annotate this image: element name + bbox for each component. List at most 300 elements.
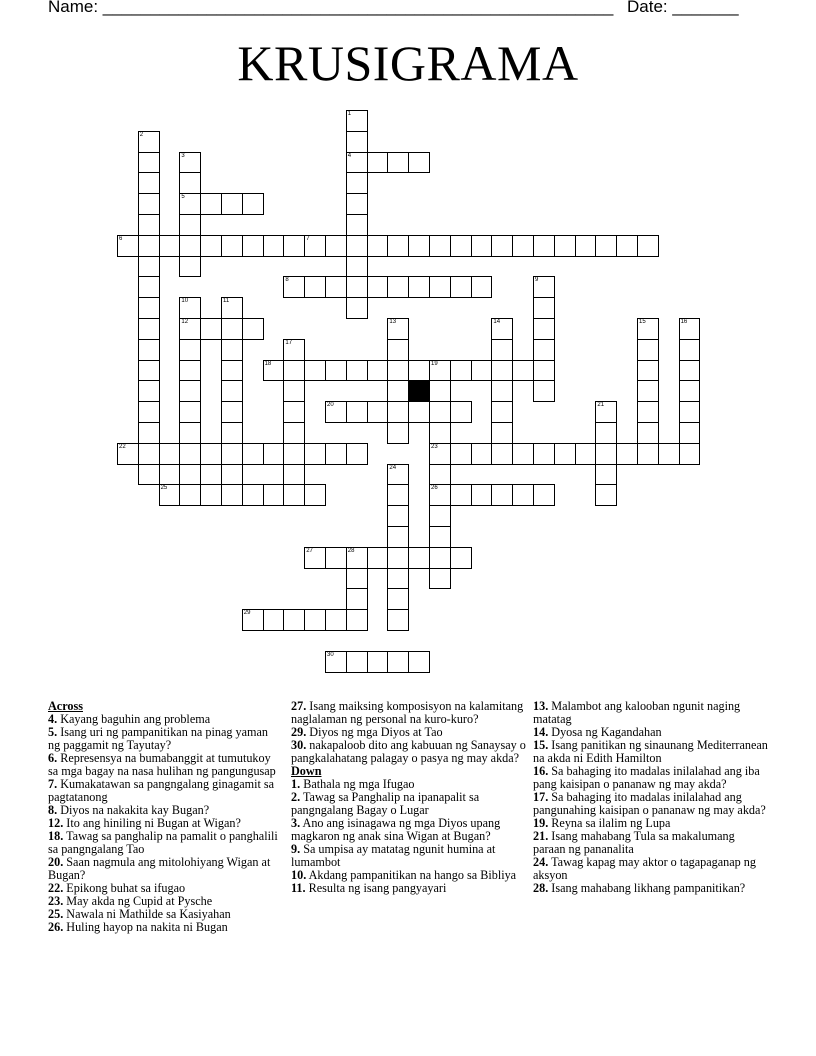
grid-cell[interactable] (429, 380, 451, 402)
grid-cell[interactable] (179, 484, 201, 506)
grid-cell[interactable] (387, 401, 409, 423)
clue-number: 9. (291, 842, 301, 856)
cell-number: 24 (389, 464, 397, 471)
grid-cell[interactable] (221, 235, 243, 257)
clue-number: 23. (48, 894, 64, 908)
grid-cell[interactable] (179, 464, 201, 486)
grid-cell[interactable] (221, 339, 243, 361)
grid-cell[interactable] (283, 443, 305, 465)
grid-cell[interactable] (387, 339, 409, 361)
down-clue (533, 700, 768, 726)
grid-cell[interactable] (471, 360, 493, 382)
grid-cell[interactable] (679, 380, 701, 402)
grid-cell[interactable] (138, 380, 160, 402)
grid-cell[interactable] (179, 172, 201, 194)
grid-cell[interactable] (325, 360, 347, 382)
grid-cell[interactable] (325, 547, 347, 569)
grid-cell[interactable] (325, 235, 347, 257)
clue-number: 20. (48, 855, 64, 869)
grid-cell[interactable] (387, 360, 409, 382)
across-clue (291, 700, 526, 726)
grid-cell[interactable] (138, 339, 160, 361)
grid-cell[interactable] (367, 401, 389, 423)
cell-number: 26 (431, 485, 438, 492)
grid-cell[interactable] (138, 214, 160, 236)
grid-cell[interactable] (533, 360, 555, 382)
clue-text: Kayang baguhin ang problema (60, 712, 211, 726)
clue-number: 5. (48, 725, 58, 739)
grid-cell[interactable] (491, 401, 513, 423)
clue-text: Saan nagmula ang mitolohiyang Wigan at Bugan? (48, 855, 271, 882)
grid-cell[interactable] (637, 443, 659, 465)
clue-text: Isang uri ng pampanitikan na pinag yaman ng paggamit ng Tayutay? (48, 725, 268, 752)
grid-cell[interactable] (491, 235, 513, 257)
grid-cell[interactable] (346, 193, 368, 215)
grid-cell[interactable] (387, 526, 409, 548)
grid-cell[interactable] (138, 172, 160, 194)
grid-cell[interactable] (408, 235, 430, 257)
grid-cell[interactable] (554, 443, 576, 465)
cell-number: 20 (327, 402, 334, 409)
grid-cell[interactable] (429, 464, 451, 486)
grid-cell[interactable] (159, 443, 181, 465)
grid-cell[interactable] (283, 464, 305, 486)
across-clue (48, 726, 283, 752)
grid-cell[interactable] (346, 443, 368, 465)
grid-cell[interactable] (263, 609, 285, 631)
grid-cell[interactable] (221, 318, 243, 340)
grid-cell[interactable] (616, 235, 638, 257)
down-clue (533, 791, 768, 817)
grid-cell[interactable] (595, 484, 617, 506)
grid-cell[interactable] (304, 609, 326, 631)
clue-number: 17. (533, 790, 549, 804)
grid-cell[interactable] (263, 484, 285, 506)
grid-cell[interactable] (491, 339, 513, 361)
clue-text: Isang mahabang likhang pampanitikan? (551, 881, 746, 895)
grid-cell[interactable] (221, 360, 243, 382)
grid-cell[interactable] (679, 443, 701, 465)
clue-text: Akdang pampanitikan na hango sa Bibliya (308, 868, 517, 882)
grid-cell[interactable] (429, 547, 451, 569)
grid-cell[interactable] (346, 360, 368, 382)
grid-cell[interactable] (429, 235, 451, 257)
across-clue (48, 752, 283, 778)
grid-cell[interactable] (179, 443, 201, 465)
grid-cell[interactable] (200, 443, 222, 465)
cell-number: 6 (119, 235, 123, 242)
grid-cell[interactable] (346, 172, 368, 194)
grid-cell[interactable] (200, 318, 222, 340)
down-clue (533, 882, 768, 895)
grid-cell[interactable] (221, 380, 243, 402)
grid-cell[interactable] (283, 609, 305, 631)
clue-number: 14. (533, 725, 549, 739)
grid-cell[interactable] (429, 526, 451, 548)
grid-cell[interactable] (512, 235, 534, 257)
grid-cell[interactable] (179, 380, 201, 402)
across-clue (291, 739, 526, 765)
grid-cell[interactable] (387, 484, 409, 506)
clue-number: 26. (48, 920, 64, 934)
grid-cell[interactable] (325, 276, 347, 298)
clue-column-2 (291, 700, 526, 895)
clue-number: 19. (533, 816, 549, 830)
cell-number: 11 (223, 298, 230, 305)
clue-text: May akda ng Cupid at Pysche (66, 894, 213, 908)
clue-list (0, 700, 816, 960)
down-clue (291, 843, 526, 869)
clue-text: Huling hayop na nakita ni Bugan (66, 920, 228, 934)
grid-cell[interactable] (283, 360, 305, 382)
grid-cell[interactable] (179, 214, 201, 236)
clue-number: 7. (48, 777, 58, 791)
grid-cell[interactable] (221, 484, 243, 506)
grid-cell[interactable] (429, 422, 451, 444)
grid-cell[interactable] (637, 360, 659, 382)
clue-number: 3. (291, 816, 301, 830)
cell-number: 28 (347, 547, 355, 554)
down-heading: Down (291, 764, 322, 778)
clue-text: Dyosa ng Kagandahan (551, 725, 662, 739)
grid-cell[interactable] (200, 235, 222, 257)
cell-number: 10 (181, 298, 189, 305)
down-clue (291, 791, 526, 817)
grid-cell[interactable] (387, 380, 409, 402)
grid-cell[interactable] (304, 443, 326, 465)
grid-cell[interactable] (138, 464, 160, 486)
clue-text: Sa umpisa ay matatag ngunit humina at lumambot (291, 842, 496, 869)
clue-text: Epikong buhat sa ifugao (66, 881, 186, 895)
grid-cell[interactable] (304, 360, 326, 382)
down-clue (533, 856, 768, 882)
grid-cell[interactable] (138, 443, 160, 465)
grid-cell[interactable] (491, 443, 513, 465)
cell-number: 13 (389, 319, 397, 325)
grid-cell[interactable] (533, 318, 555, 340)
grid-cell[interactable] (283, 380, 305, 402)
cell-number: 30 (327, 651, 334, 658)
cell-number: 12 (181, 319, 189, 325)
cell-number: 18 (264, 360, 272, 367)
clue-number: 29. (291, 725, 307, 739)
clue-column-3 (533, 700, 768, 895)
grid-cell[interactable] (200, 193, 222, 215)
grid-cell[interactable] (450, 547, 472, 569)
grid-cell[interactable] (471, 276, 493, 298)
clue-number: 21. (533, 829, 549, 843)
grid-cell[interactable] (304, 276, 326, 298)
across-clue (48, 921, 283, 934)
date-field[interactable]: Date: _______ (627, 0, 739, 16)
cell-number: 25 (160, 485, 168, 492)
clue-number: 24. (533, 855, 549, 869)
grid-block (408, 380, 430, 402)
grid-cell[interactable] (242, 235, 264, 257)
grid-cell[interactable] (387, 588, 409, 610)
grid-cell[interactable] (450, 401, 472, 423)
grid-cell[interactable] (179, 422, 201, 444)
grid-cell[interactable] (595, 422, 617, 444)
grid-cell[interactable] (450, 360, 472, 382)
grid-cell[interactable] (346, 235, 368, 257)
across-clue (48, 856, 283, 882)
grid-cell[interactable] (367, 360, 389, 382)
clue-text: Ano ang isinagawa ng mga Diyos upang magkaron ng anak sina Wigan at Bugan? (291, 816, 501, 843)
grid-cell[interactable] (450, 235, 472, 257)
grid-cell[interactable] (138, 360, 160, 382)
grid-cell[interactable] (179, 339, 201, 361)
clue-text: nakapaloob dito ang kabuuan ng Sanaysay o pangkalahatang palagay o pasya ng may akda? (291, 738, 526, 765)
grid-cell[interactable] (637, 380, 659, 402)
grid-cell[interactable] (367, 152, 389, 174)
cell-number: 23 (431, 443, 438, 450)
grid-cell[interactable] (138, 297, 160, 319)
grid-cell[interactable] (595, 443, 617, 465)
grid-cell[interactable] (242, 443, 264, 465)
clue-text: Nawala ni Mathilde sa Kasiyahan (66, 907, 231, 921)
cell-number: 1 (347, 111, 352, 117)
across-heading: Across (48, 699, 83, 713)
grid-cell[interactable] (595, 235, 617, 257)
grid-cell[interactable] (450, 443, 472, 465)
grid-cell[interactable] (408, 360, 430, 382)
grid-cell[interactable] (242, 484, 264, 506)
grid-cell[interactable] (533, 484, 555, 506)
grid-cell[interactable] (283, 422, 305, 444)
grid-cell[interactable] (179, 256, 201, 278)
clue-number: 2. (291, 790, 301, 804)
grid-cell[interactable] (471, 484, 493, 506)
clue-text: Sa bahaging ito madalas inilalahad ang pangunahing kaisipan o pananaw ng may akda? (533, 790, 766, 817)
grid-cell[interactable] (138, 193, 160, 215)
grid-cell[interactable] (408, 276, 430, 298)
clue-text: Isang panitikan ng sinaunang Mediterranean na akda ni Edith Hamilton (533, 738, 768, 765)
clue-text: Diyos na nakakita kay Bugan? (60, 803, 210, 817)
grid-cell[interactable] (304, 484, 326, 506)
grid-cell[interactable] (159, 235, 181, 257)
grid-cell[interactable] (637, 235, 659, 257)
grid-cell[interactable] (242, 193, 264, 215)
grid-cell[interactable] (679, 360, 701, 382)
clue-text: Tawag kapag may aktor o tagapaganap ng aksyon (533, 855, 756, 882)
grid-cell[interactable] (387, 152, 409, 174)
cell-number: 7 (306, 235, 310, 242)
grid-cell[interactable] (387, 276, 409, 298)
clue-number: 16. (533, 764, 549, 778)
grid-cell[interactable] (450, 484, 472, 506)
grid-cell[interactable] (637, 401, 659, 423)
name-field[interactable]: Name: ______________________________________________________ (48, 0, 614, 16)
grid-cell[interactable] (491, 422, 513, 444)
clue-number: 12. (48, 816, 64, 830)
clue-column-1 (48, 700, 283, 934)
grid-cell[interactable] (450, 276, 472, 298)
grid-cell[interactable] (367, 547, 389, 569)
down-clue (533, 765, 768, 791)
grid-cell[interactable] (554, 235, 576, 257)
grid-cell[interactable] (637, 339, 659, 361)
cell-number: 4 (347, 152, 352, 159)
clue-text: Malambot ang kalooban ngunit naging matatag (533, 699, 741, 726)
cell-number: 15 (639, 319, 646, 325)
grid-cell[interactable] (387, 609, 409, 631)
grid-cell[interactable] (221, 464, 243, 486)
clue-text: Sa bahaging ito madalas inilalahad ang iba pang kaisipan o pananaw ng may akda? (533, 764, 760, 791)
grid-cell[interactable] (325, 443, 347, 465)
grid-cell[interactable] (533, 339, 555, 361)
clue-number: 4. (48, 712, 58, 726)
grid-cell[interactable] (491, 360, 513, 382)
clue-number: 22. (48, 881, 64, 895)
down-clue (533, 830, 768, 856)
clue-number: 10. (291, 868, 307, 882)
grid-cell[interactable] (263, 235, 285, 257)
clue-text: Tawag sa panghalip na pamalit o panghalili sa pangngalang Tao (48, 829, 278, 856)
cell-number: 9 (535, 277, 539, 284)
grid-cell[interactable] (491, 484, 513, 506)
down-clue (533, 739, 768, 765)
grid-cell[interactable] (346, 297, 368, 319)
grid-cell[interactable] (263, 443, 285, 465)
cell-number: 17 (285, 339, 293, 346)
grid-cell[interactable] (429, 276, 451, 298)
clue-number: 28. (533, 881, 549, 895)
clue-text: Diyos ng mga Diyos at Tao (309, 725, 443, 739)
grid-cell[interactable] (346, 131, 368, 153)
grid-cell[interactable] (408, 547, 430, 569)
grid-cell[interactable] (138, 235, 160, 257)
grid-cell[interactable] (387, 547, 409, 569)
grid-cell[interactable] (179, 401, 201, 423)
grid-cell[interactable] (283, 401, 305, 423)
grid-cell[interactable] (387, 568, 409, 590)
grid-cell[interactable] (471, 235, 493, 257)
grid-cell[interactable] (512, 484, 534, 506)
grid-cell[interactable] (221, 443, 243, 465)
grid-cell[interactable] (138, 401, 160, 423)
grid-cell[interactable] (367, 276, 389, 298)
clue-text: Kumakatawan sa pangngalang ginagamit sa pagtatanong (48, 777, 275, 804)
grid-cell[interactable] (533, 443, 555, 465)
grid-cell[interactable] (283, 235, 305, 257)
grid-cell[interactable] (429, 505, 451, 527)
grid-cell[interactable] (575, 235, 597, 257)
grid-cell[interactable] (533, 380, 555, 402)
grid-cell[interactable] (637, 422, 659, 444)
grid-cell[interactable] (346, 651, 368, 673)
grid-cell[interactable] (221, 401, 243, 423)
grid-cell[interactable] (679, 339, 701, 361)
grid-cell[interactable] (138, 276, 160, 298)
grid-cell[interactable] (491, 380, 513, 402)
grid-cell[interactable] (138, 256, 160, 278)
grid-cell[interactable] (346, 609, 368, 631)
grid-cell[interactable] (429, 401, 451, 423)
grid-cell[interactable] (346, 401, 368, 423)
clue-text: Resulta ng isang pangyayari (308, 881, 447, 895)
grid-cell[interactable] (179, 235, 201, 257)
clue-number: 1. (291, 777, 301, 791)
cell-number: 3 (181, 152, 185, 159)
grid-cell[interactable] (367, 235, 389, 257)
grid-cell[interactable] (533, 297, 555, 319)
across-clue (48, 778, 283, 804)
grid-cell[interactable] (242, 318, 264, 340)
grid-cell[interactable] (346, 568, 368, 590)
cell-number: 21 (597, 402, 605, 409)
clue-number: 8. (48, 803, 58, 817)
cell-number: 19 (431, 360, 438, 367)
cell-number: 16 (680, 319, 688, 325)
grid-cell[interactable] (679, 422, 701, 444)
cell-number: 2 (139, 131, 144, 138)
down-clue (291, 882, 526, 895)
cell-number: 22 (119, 443, 126, 450)
grid-cell[interactable] (512, 360, 534, 382)
grid-cell[interactable] (221, 193, 243, 215)
grid-cell[interactable] (387, 505, 409, 527)
cell-number: 29 (243, 610, 251, 617)
grid-cell[interactable] (387, 422, 409, 444)
grid-cell[interactable] (325, 609, 347, 631)
clue-text: Isang maiksing komposisyon na kalamitang naglalaman ng personal na kuro-kuro? (291, 699, 524, 726)
grid-cell[interactable] (138, 318, 160, 340)
grid-cell[interactable] (138, 422, 160, 444)
grid-cell[interactable] (408, 401, 430, 423)
clue-text: Represensya na bumabanggit at tumutukoy sa mga bagay na nasa hulihan ng pangungusap (48, 751, 276, 778)
clue-text: Isang mahabang Tula sa makalumang paraan ng pananalita (533, 829, 735, 856)
grid-cell[interactable] (346, 214, 368, 236)
grid-cell[interactable] (658, 443, 680, 465)
grid-cell[interactable] (346, 588, 368, 610)
grid-cell[interactable] (283, 484, 305, 506)
clue-text: Bathala ng mga Ifugao (303, 777, 415, 791)
clue-number: 13. (533, 699, 549, 713)
grid-cell[interactable] (408, 651, 430, 673)
grid-cell[interactable] (512, 443, 534, 465)
grid-cell[interactable] (679, 401, 701, 423)
grid-cell[interactable] (138, 152, 160, 174)
clue-number: 18. (48, 829, 64, 843)
clue-number: 11. (291, 881, 306, 895)
grid-cell[interactable] (221, 422, 243, 444)
clue-text: Tawag sa Panghalip na ipanapalit sa pangngalang Bagay o Lugar (291, 790, 480, 817)
cell-number: 27 (306, 547, 313, 554)
grid-cell[interactable] (429, 568, 451, 590)
grid-cell[interactable] (575, 443, 597, 465)
clue-number: 25. (48, 907, 64, 921)
grid-cell[interactable] (367, 651, 389, 673)
grid-cell[interactable] (387, 235, 409, 257)
grid-cell[interactable] (595, 464, 617, 486)
grid-cell[interactable] (408, 152, 430, 174)
clue-text: Reyna sa ilalim ng Lupa (551, 816, 671, 830)
across-clue (48, 830, 283, 856)
cell-number: 8 (285, 277, 289, 284)
grid-cell[interactable] (346, 256, 368, 278)
cell-number: 5 (181, 194, 185, 201)
grid-cell[interactable] (200, 484, 222, 506)
grid-cell[interactable] (387, 651, 409, 673)
clue-number: 15. (533, 738, 549, 752)
grid-cell[interactable] (533, 235, 555, 257)
grid-cell[interactable] (179, 360, 201, 382)
clue-number: 6. (48, 751, 58, 765)
grid-cell[interactable] (471, 443, 493, 465)
grid-cell[interactable] (616, 443, 638, 465)
grid-cell[interactable] (346, 276, 368, 298)
